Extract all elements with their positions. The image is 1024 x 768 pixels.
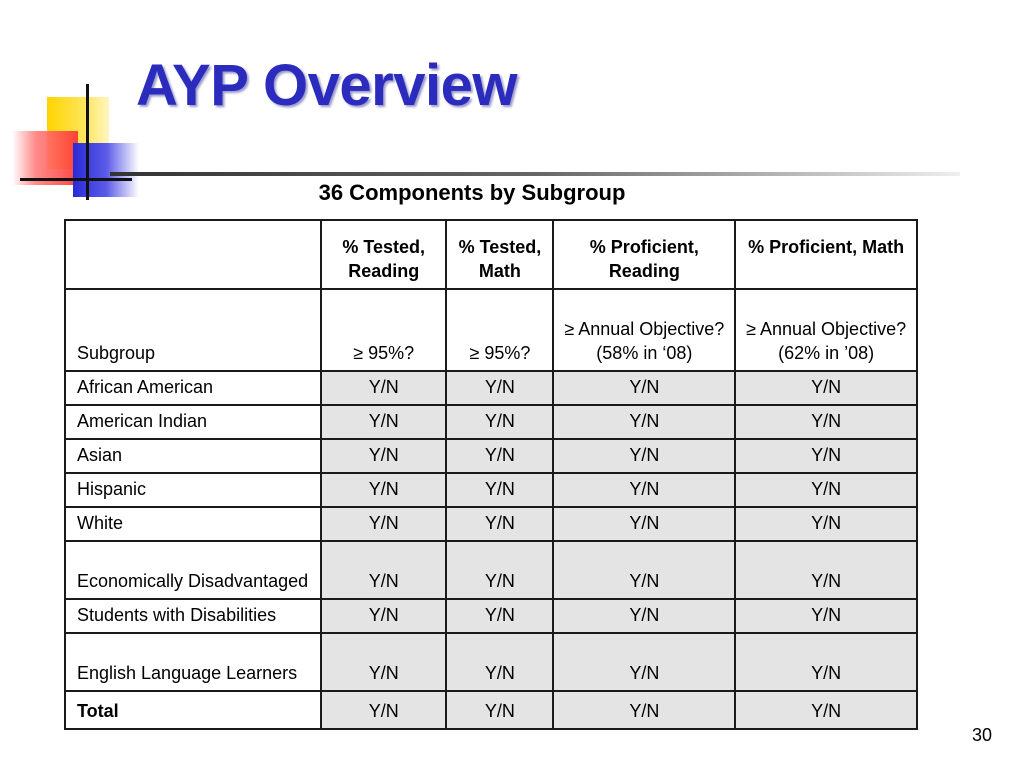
criteria-tested-reading: ≥ 95%? xyxy=(321,289,446,371)
table-row-total xyxy=(65,691,917,729)
table-row xyxy=(65,633,917,691)
value-cell: Y/N xyxy=(553,691,735,729)
subgroup-cell: Economically Disadvantaged xyxy=(65,541,321,599)
value-cell: Y/N xyxy=(735,371,917,405)
subgroup-cell: American Indian xyxy=(65,405,321,439)
red-square-shape xyxy=(12,131,78,185)
value-cell: Y/N xyxy=(321,473,446,507)
value-cell: Y/N xyxy=(553,633,735,691)
value-cell: Y/N xyxy=(446,541,553,599)
value-cell: Y/N xyxy=(321,371,446,405)
table-row xyxy=(65,371,917,405)
value-cell: Y/N xyxy=(446,439,553,473)
header-cell-empty xyxy=(65,220,321,289)
value-cell: Y/N xyxy=(446,599,553,633)
subgroup-cell: Students with Disabilities xyxy=(65,599,321,633)
subgroup-cell-total: Total xyxy=(65,691,321,729)
subgroup-cell: Hispanic xyxy=(65,473,321,507)
value-cell: Y/N xyxy=(321,633,446,691)
value-cell: Y/N xyxy=(553,371,735,405)
value-cell: Y/N xyxy=(553,599,735,633)
criteria-tested-math: ≥ 95%? xyxy=(446,289,553,371)
subgroup-cell: English Language Learners xyxy=(65,633,321,691)
value-cell: Y/N xyxy=(321,599,446,633)
value-cell: Y/N xyxy=(735,541,917,599)
value-cell: Y/N xyxy=(321,541,446,599)
table-row xyxy=(65,541,917,599)
table-row xyxy=(65,473,917,507)
table-row xyxy=(65,439,917,473)
table-row xyxy=(65,405,917,439)
header-cell-proficient-reading: % Proficient, Reading xyxy=(553,220,735,289)
value-cell: Y/N xyxy=(553,473,735,507)
criteria-proficient-reading: ≥ Annual Objective? (58% in ‘08) xyxy=(553,289,735,371)
value-cell: Y/N xyxy=(553,507,735,541)
header-cell-proficient-math: % Proficient, Math xyxy=(735,220,917,289)
value-cell: Y/N xyxy=(446,405,553,439)
table-header-row xyxy=(65,220,917,289)
slide-title: AYP Overview xyxy=(136,53,517,118)
value-cell: Y/N xyxy=(446,473,553,507)
value-cell: Y/N xyxy=(735,633,917,691)
header-cell-tested-reading: % Tested, Reading xyxy=(321,220,446,289)
value-cell: Y/N xyxy=(553,405,735,439)
value-cell: Y/N xyxy=(735,439,917,473)
value-cell: Y/N xyxy=(321,507,446,541)
table-caption: 36 Components by Subgroup xyxy=(318,180,626,205)
criteria-proficient-math: ≥ Annual Objective? (62% in ’08) xyxy=(735,289,917,371)
value-cell: Y/N xyxy=(735,691,917,729)
table-row xyxy=(65,507,917,541)
value-cell: Y/N xyxy=(446,691,553,729)
value-cell: Y/N xyxy=(446,633,553,691)
value-cell: Y/N xyxy=(321,691,446,729)
value-cell: Y/N xyxy=(446,507,553,541)
subgroup-cell: African American xyxy=(65,371,321,405)
value-cell: Y/N xyxy=(735,405,917,439)
slide-number: 30 xyxy=(971,725,992,745)
title-underline-rule xyxy=(110,172,960,176)
value-cell: Y/N xyxy=(553,541,735,599)
criteria-row xyxy=(65,289,917,371)
value-cell: Y/N xyxy=(321,405,446,439)
value-cell: Y/N xyxy=(735,473,917,507)
value-cell: Y/N xyxy=(735,507,917,541)
table-row xyxy=(65,599,917,633)
ayp-components-table xyxy=(64,219,918,730)
subgroup-cell: White xyxy=(65,507,321,541)
subgroup-cell: Asian xyxy=(65,439,321,473)
criteria-label: Subgroup xyxy=(65,289,321,371)
value-cell: Y/N xyxy=(735,599,917,633)
header-cell-tested-math: % Tested, Math xyxy=(446,220,553,289)
value-cell: Y/N xyxy=(321,439,446,473)
value-cell: Y/N xyxy=(446,371,553,405)
value-cell: Y/N xyxy=(553,439,735,473)
